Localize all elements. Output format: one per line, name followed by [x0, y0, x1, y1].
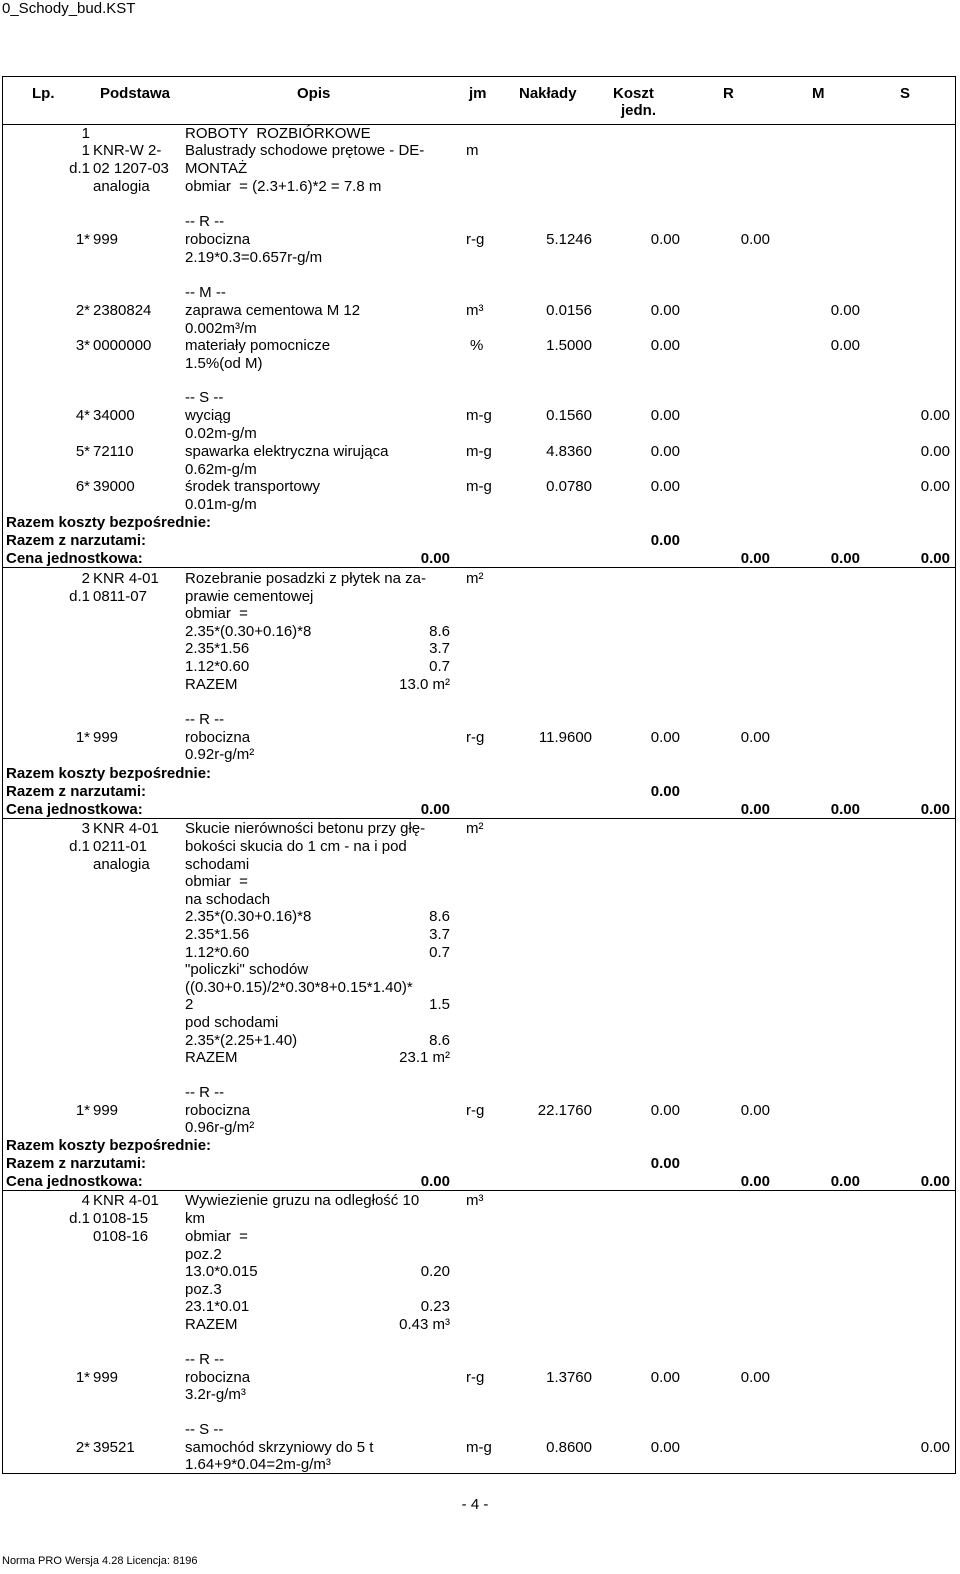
calc-expr: 23.1*0.01 — [185, 1298, 250, 1315]
opis-line: MONTAŻ — [185, 160, 248, 177]
res-name: robocizna — [185, 729, 251, 746]
res-unit: m-g — [466, 478, 492, 495]
summary-narzut-value: 0.00 — [650, 783, 680, 800]
summary-cena-label: Cena jednostkowa: — [6, 801, 143, 818]
res-value: 0.00 — [740, 729, 770, 746]
res-name: wyciąg — [185, 407, 231, 424]
res-norm: 0.002m³/m — [185, 320, 257, 337]
r-header: -- R -- — [185, 1351, 225, 1368]
col-r: R — [723, 85, 734, 102]
calc-expr: ((0.30+0.15)/2*0.30*8+0.15*1.40)* — [185, 979, 413, 996]
res-norm: 0.01m-g/m — [185, 496, 257, 513]
res-norm: 0.02m-g/m — [185, 425, 257, 442]
unit: m³ — [466, 1192, 484, 1209]
res-naklady: 1.5000 — [546, 337, 592, 354]
res-lp: 1* — [75, 231, 90, 248]
podstawa-line: 0108-15 — [93, 1210, 149, 1227]
m-header: -- M -- — [185, 284, 226, 301]
unit: m² — [466, 820, 484, 837]
summary-narzut-value: 0.00 — [650, 1155, 680, 1172]
podstawa-line: 0811-07 — [93, 588, 147, 605]
calc-value: 3.7 — [429, 640, 450, 657]
opis-line: prawie cementowej — [185, 588, 314, 605]
res-lp: 6* — [75, 478, 90, 495]
res-value: 0.00 — [830, 337, 860, 354]
calc-expr: RAZEM — [185, 676, 238, 693]
podstawa-line: KNR 4-01 — [93, 1192, 159, 1209]
podstawa-line: 0108-16 — [93, 1228, 149, 1245]
calc-expr: 13.0*0.015 — [185, 1263, 258, 1280]
res-unit: % — [470, 337, 484, 354]
summary-narzut-value: 0.00 — [650, 532, 680, 549]
res-lp: 1* — [75, 729, 90, 746]
unit: m — [466, 142, 479, 159]
header-divider — [2, 124, 956, 125]
summary-bezp-label: Razem koszty bezpośrednie: — [6, 765, 212, 782]
res-value: 0.00 — [650, 302, 680, 319]
res-naklady: 1.3760 — [546, 1369, 592, 1386]
col-koszt: Koszt — [613, 85, 654, 102]
res-naklady: 22.1760 — [537, 1102, 592, 1119]
res-value: 0.00 — [920, 443, 950, 460]
res-unit: m³ — [466, 302, 484, 319]
calc-value: 8.6 — [429, 1032, 450, 1049]
calc-expr: pod schodami — [185, 1014, 279, 1031]
res-code: 0000000 — [93, 337, 152, 354]
podstawa-line: analogia — [93, 178, 150, 195]
res-value: 0.00 — [830, 302, 860, 319]
res-name: robocizna — [185, 1102, 251, 1119]
position-divider — [2, 818, 956, 819]
res-naklady: 4.8360 — [546, 443, 592, 460]
opis-line: Rozebranie posadzki z płytek na za- — [185, 570, 426, 587]
summary-cena-label: Cena jednostkowa: — [6, 550, 143, 567]
res-value: 0.00 — [920, 407, 950, 424]
res-norm: 1.64+9*0.04=2m-g/m³ — [185, 1456, 331, 1473]
summary-m-value: 0.00 — [830, 801, 860, 818]
res-name: robocizna — [185, 231, 251, 248]
s-header: -- S -- — [185, 1421, 224, 1438]
calc-value: 0.7 — [429, 944, 450, 961]
res-code: 999 — [93, 231, 119, 248]
res-naklady: 5.1246 — [546, 231, 592, 248]
col-lp: Lp. — [32, 85, 55, 102]
calc-expr: 1.12*0.60 — [185, 658, 250, 675]
res-code: 72110 — [93, 443, 134, 460]
summary-r-value: 0.00 — [740, 1173, 770, 1190]
lp-number: 4 — [81, 1192, 90, 1209]
calc-expr: poz.3 — [185, 1281, 222, 1298]
lp-dept: d.1 — [69, 160, 90, 177]
calc-expr: RAZEM — [185, 1316, 238, 1333]
res-unit: m-g — [466, 407, 492, 424]
summary-r-value: 0.00 — [740, 550, 770, 567]
res-norm: 1.5%(od M) — [185, 355, 263, 372]
calc-value: 3.7 — [429, 926, 450, 943]
calc-value: 0.7 — [429, 658, 450, 675]
unit: m² — [466, 570, 484, 587]
res-value: 0.00 — [650, 729, 680, 746]
res-lp: 4* — [75, 407, 90, 424]
page-number: - 4 - — [461, 1496, 489, 1513]
res-naklady: 0.0780 — [546, 478, 592, 495]
res-norm: 0.62m-g/m — [185, 461, 257, 478]
calc-expr: 2.35*(0.30+0.16)*8 — [185, 908, 312, 925]
summary-s-value: 0.00 — [920, 1173, 950, 1190]
summary-bezp-label: Razem koszty bezpośrednie: — [6, 1137, 212, 1154]
calc-value: 0.20 — [420, 1263, 450, 1280]
res-value: 0.00 — [650, 231, 680, 248]
summary-cena-label: Cena jednostkowa: — [6, 1173, 143, 1190]
section-number: 1 — [81, 125, 90, 142]
opis-line: obmiar = — [185, 605, 248, 622]
res-unit: r-g — [466, 1369, 485, 1386]
summary-s-value: 0.00 — [920, 801, 950, 818]
res-value: 0.00 — [650, 1439, 680, 1456]
res-naklady: 0.0156 — [546, 302, 592, 319]
res-value: 0.00 — [920, 1439, 950, 1456]
opis-line: bokości skucia do 1 cm - na i pod — [185, 838, 407, 855]
res-code: 999 — [93, 729, 119, 746]
s-header: -- S -- — [185, 389, 224, 406]
res-code: 999 — [93, 1102, 119, 1119]
calc-value: 13.0 m² — [399, 676, 450, 693]
summary-cena-value: 0.00 — [420, 1173, 450, 1190]
res-naklady: 11.9600 — [538, 729, 592, 746]
res-norm: 0.92r-g/m² — [185, 746, 255, 763]
opis-line: Wywiezienie gruzu na odległość 10 — [185, 1192, 420, 1209]
res-lp: 1* — [75, 1369, 90, 1386]
position-divider — [2, 1190, 956, 1191]
podstawa-line: KNR 4-01 — [93, 570, 159, 587]
res-name: robocizna — [185, 1369, 251, 1386]
calc-expr: 2.35*1.56 — [185, 926, 250, 943]
col-jm: jm — [469, 85, 487, 102]
opis-line: na schodach — [185, 891, 271, 908]
opis-line: schodami — [185, 856, 250, 873]
res-name: środek transportowy — [185, 478, 321, 495]
res-name: spawarka elektryczna wirująca — [185, 443, 389, 460]
summary-narzut-label: Razem z narzutami: — [6, 1155, 147, 1172]
res-unit: m-g — [466, 1439, 492, 1456]
podstawa-line: KNR 4-01 — [93, 820, 159, 837]
summary-narzut-label: Razem z narzutami: — [6, 783, 147, 800]
res-code: 999 — [93, 1369, 119, 1386]
res-unit: r-g — [466, 1102, 485, 1119]
r-header: -- R -- — [185, 711, 225, 728]
section-title: ROBOTY ROZBIÓRKOWE — [185, 125, 371, 142]
col-naklady: Nakłady — [519, 85, 577, 102]
summary-s-value: 0.00 — [920, 550, 950, 567]
res-name: zaprawa cementowa M 12 — [185, 302, 361, 319]
res-lp: 2* — [75, 302, 90, 319]
r-header: -- R -- — [185, 1084, 225, 1101]
res-value: 0.00 — [650, 337, 680, 354]
res-name: materiały pomocnicze — [185, 337, 331, 354]
res-lp: 3* — [75, 337, 90, 354]
summary-r-value: 0.00 — [740, 801, 770, 818]
res-value: 0.00 — [740, 1369, 770, 1386]
opis-line: km — [185, 1210, 205, 1227]
opis-line: Balustrady schodowe prętowe - DE- — [185, 142, 425, 159]
lp-number: 1 — [81, 142, 90, 159]
res-unit: m-g — [466, 443, 492, 460]
res-value: 0.00 — [920, 478, 950, 495]
lp-dept: d.1 — [69, 1210, 90, 1227]
res-lp: 5* — [75, 443, 90, 460]
lp-dept: d.1 — [69, 838, 90, 855]
r-header: -- R -- — [185, 213, 225, 230]
res-name: samochód skrzyniowy do 5 t — [185, 1439, 374, 1456]
podstawa-line: 0211-01 — [93, 838, 147, 855]
software-footer: Norma PRO Wersja 4.28 Licencja: 8196 — [2, 1555, 198, 1567]
calc-expr: 2.35*1.56 — [185, 640, 250, 657]
calc-expr: 1.12*0.60 — [185, 944, 250, 961]
opis-line: obmiar = — [185, 873, 248, 890]
res-value: 0.00 — [650, 1369, 680, 1386]
calc-value: 8.6 — [429, 623, 450, 640]
col-opis: Opis — [297, 85, 331, 102]
res-value: 0.00 — [650, 443, 680, 460]
res-value: 0.00 — [650, 1102, 680, 1119]
res-unit: r-g — [466, 231, 485, 248]
summary-cena-value: 0.00 — [420, 801, 450, 818]
podstawa-line: analogia — [93, 856, 150, 873]
position-divider — [2, 567, 956, 568]
res-lp: 1* — [75, 1102, 90, 1119]
calc-value: 0.43 m³ — [399, 1316, 450, 1333]
calc-expr: 2 — [185, 996, 194, 1013]
lp-number: 2 — [81, 570, 90, 587]
col-m: M — [812, 85, 825, 102]
res-naklady: 0.8600 — [546, 1439, 592, 1456]
res-code: 34000 — [93, 407, 135, 424]
lp-dept: d.1 — [69, 588, 90, 605]
lp-number: 3 — [81, 820, 90, 837]
res-lp: 2* — [75, 1439, 90, 1456]
calc-expr: poz.2 — [185, 1246, 222, 1263]
calc-expr: "policzki" schodów — [185, 961, 309, 978]
opis-line: Skucie nierówności betonu przy głę- — [185, 820, 426, 837]
res-norm: 3.2r-g/m³ — [185, 1386, 246, 1403]
summary-narzut-label: Razem z narzutami: — [6, 532, 147, 549]
res-norm: 0.96r-g/m² — [185, 1119, 255, 1136]
res-value: 0.00 — [740, 231, 770, 248]
res-naklady: 0.1560 — [546, 407, 592, 424]
summary-cena-value: 0.00 — [420, 550, 450, 567]
file-title: 0_Schody_bud.KST — [2, 0, 136, 17]
col-jedn: jedn. — [621, 102, 657, 119]
res-value: 0.00 — [650, 478, 680, 495]
calc-value: 1.5 — [429, 996, 450, 1013]
res-code: 39521 — [93, 1439, 135, 1456]
calc-value: 0.23 — [420, 1298, 450, 1315]
podstawa-line: KNR-W 2- — [93, 142, 162, 159]
calc-value: 23.1 m² — [399, 1049, 450, 1066]
res-code: 2380824 — [93, 302, 152, 319]
res-unit: r-g — [466, 729, 485, 746]
podstawa-line: 02 1207-03 — [93, 160, 169, 177]
res-value: 0.00 — [650, 407, 680, 424]
opis-line: obmiar = — [185, 1228, 248, 1245]
res-code: 39000 — [93, 478, 135, 495]
summary-bezp-label: Razem koszty bezpośrednie: — [6, 514, 212, 531]
res-norm: 2.19*0.3=0.657r-g/m — [185, 249, 323, 266]
summary-m-value: 0.00 — [830, 550, 860, 567]
col-s: S — [900, 85, 911, 102]
opis-line: obmiar = (2.3+1.6)*2 = 7.8 m — [185, 178, 382, 195]
calc-value: 8.6 — [429, 908, 450, 925]
res-value: 0.00 — [740, 1102, 770, 1119]
calc-expr: RAZEM — [185, 1049, 238, 1066]
calc-expr: 2.35*(0.30+0.16)*8 — [185, 623, 312, 640]
col-podstawa: Podstawa — [100, 85, 171, 102]
calc-expr: 2.35*(2.25+1.40) — [185, 1032, 298, 1049]
summary-m-value: 0.00 — [830, 1173, 860, 1190]
